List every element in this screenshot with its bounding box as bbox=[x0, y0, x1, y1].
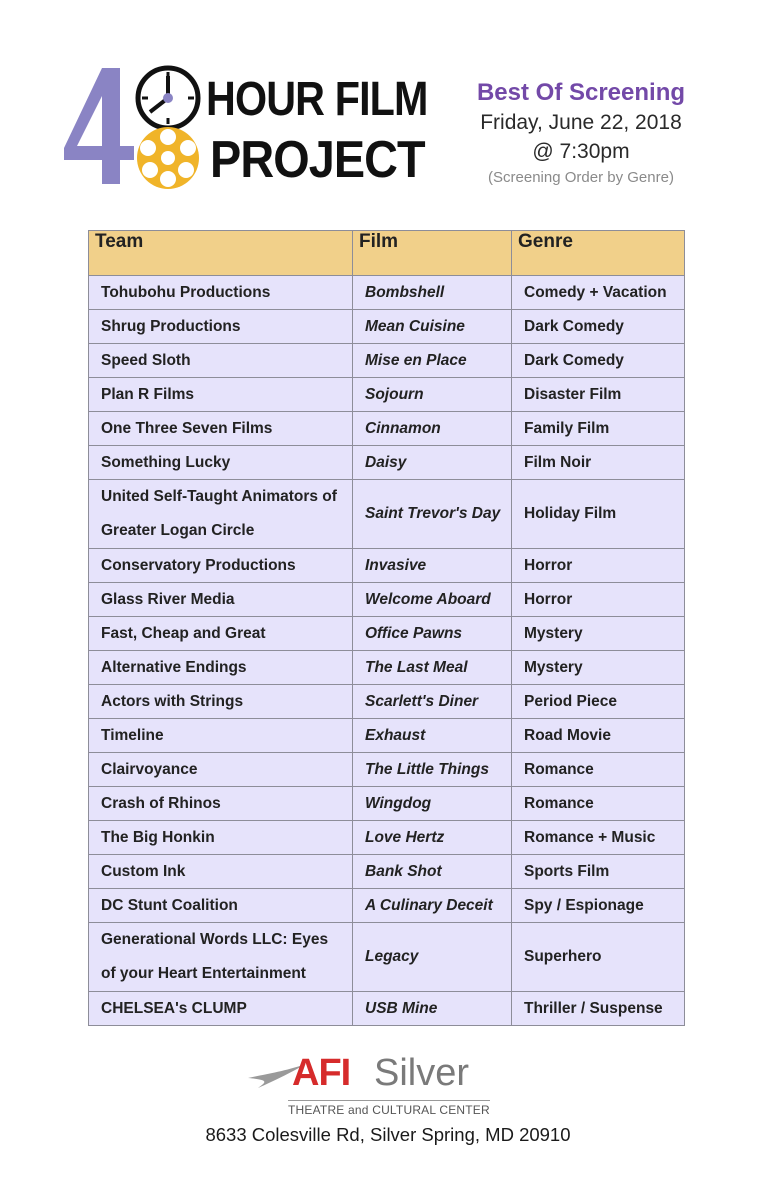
film-reel-icon bbox=[137, 127, 199, 189]
table-row bbox=[89, 923, 685, 992]
table-row bbox=[89, 855, 685, 889]
genre-cell: Romance bbox=[512, 753, 685, 787]
table-row bbox=[89, 344, 685, 378]
team-cell: Shrug Productions bbox=[89, 310, 353, 344]
afi-venue-subtitle: THEATRE and CULTURAL CENTER bbox=[288, 1100, 490, 1117]
team-cell: Glass River Media bbox=[89, 583, 353, 617]
genre-cell: Spy / Espionage bbox=[512, 889, 685, 923]
genre-cell: Period Piece bbox=[512, 685, 685, 719]
film-cell: Exhaust bbox=[353, 719, 512, 753]
film-cell: Bombshell bbox=[353, 276, 512, 310]
film-cell: The Little Things bbox=[353, 753, 512, 787]
team-cell: Something Lucky bbox=[89, 446, 353, 480]
team-cell: Plan R Films bbox=[89, 378, 353, 412]
table-row bbox=[89, 753, 685, 787]
logo-text-hour-film: HOUR FILM bbox=[206, 73, 428, 126]
table-row bbox=[89, 480, 685, 549]
team-cell: CHELSEA's CLUMP bbox=[89, 992, 353, 1026]
column-header-team: Team bbox=[89, 231, 353, 276]
team-cell: Crash of Rhinos bbox=[89, 787, 353, 821]
table-row bbox=[89, 412, 685, 446]
film-cell: Office Pawns bbox=[353, 617, 512, 651]
film-cell: The Last Meal bbox=[353, 651, 512, 685]
film-cell: Mise en Place bbox=[353, 344, 512, 378]
genre-cell: Dark Comedy bbox=[512, 344, 685, 378]
table-row bbox=[89, 889, 685, 923]
event-info bbox=[470, 78, 692, 190]
genre-cell: Sports Film bbox=[512, 855, 685, 889]
genre-cell: Romance + Music bbox=[512, 821, 685, 855]
column-header-genre: Genre bbox=[512, 231, 685, 276]
film-project-logo bbox=[60, 62, 440, 192]
afi-brand-text: AFI bbox=[292, 1052, 351, 1094]
table-row bbox=[89, 821, 685, 855]
table-row bbox=[89, 617, 685, 651]
film-cell: Legacy bbox=[353, 923, 512, 992]
film-cell: Scarlett's Diner bbox=[353, 685, 512, 719]
film-cell: Sojourn bbox=[353, 378, 512, 412]
event-note: (Screening Order by Genre) bbox=[488, 169, 674, 186]
table-row bbox=[89, 787, 685, 821]
team-cell: Alternative Endings bbox=[89, 651, 353, 685]
genre-cell: Disaster Film bbox=[512, 378, 685, 412]
team-cell: DC Stunt Coalition bbox=[89, 889, 353, 923]
genre-cell: Thriller / Suspense bbox=[512, 992, 685, 1026]
team-cell: Custom Ink bbox=[89, 855, 353, 889]
clock-icon bbox=[138, 68, 198, 128]
table-row bbox=[89, 549, 685, 583]
team-cell: Speed Sloth bbox=[89, 344, 353, 378]
genre-cell: Mystery bbox=[512, 617, 685, 651]
genre-cell: Romance bbox=[512, 787, 685, 821]
genre-cell: Holiday Film bbox=[512, 480, 685, 549]
table-row bbox=[89, 992, 685, 1026]
film-cell: Love Hertz bbox=[353, 821, 512, 855]
genre-cell: Superhero bbox=[512, 923, 685, 992]
logo-number-4 bbox=[64, 68, 134, 184]
event-time: @ 7:30pm bbox=[532, 140, 630, 163]
film-cell: Saint Trevor's Day bbox=[353, 480, 512, 549]
film-cell: USB Mine bbox=[353, 992, 512, 1026]
table-row bbox=[89, 446, 685, 480]
genre-cell: Film Noir bbox=[512, 446, 685, 480]
column-header-film: Film bbox=[353, 231, 512, 276]
table-row bbox=[89, 378, 685, 412]
film-cell: Daisy bbox=[353, 446, 512, 480]
afi-venue-name: Silver bbox=[374, 1052, 470, 1094]
genre-cell: Family Film bbox=[512, 412, 685, 446]
event-date: Friday, June 22, 2018 bbox=[480, 111, 682, 134]
film-cell: Bank Shot bbox=[353, 855, 512, 889]
table-header-row bbox=[89, 231, 685, 276]
team-cell: Conservatory Productions bbox=[89, 549, 353, 583]
team-cell: Timeline bbox=[89, 719, 353, 753]
table-row bbox=[89, 276, 685, 310]
table-row bbox=[89, 719, 685, 753]
team-cell: Clairvoyance bbox=[89, 753, 353, 787]
film-cell: Cinnamon bbox=[353, 412, 512, 446]
venue-address: 8633 Colesville Rd, Silver Spring, MD 20910 bbox=[205, 1124, 571, 1145]
logo-text-project: PROJECT bbox=[210, 131, 425, 189]
team-cell: United Self-Taught Animators of Greater Logan Circle bbox=[89, 480, 353, 549]
genre-cell: Comedy + Vacation bbox=[512, 276, 685, 310]
team-cell: The Big Honkin bbox=[89, 821, 353, 855]
team-cell: One Three Seven Films bbox=[89, 412, 353, 446]
genre-cell: Horror bbox=[512, 549, 685, 583]
genre-cell: Mystery bbox=[512, 651, 685, 685]
team-cell: Fast, Cheap and Great bbox=[89, 617, 353, 651]
table-row bbox=[89, 685, 685, 719]
table-row bbox=[89, 651, 685, 685]
film-cell: Mean Cuisine bbox=[353, 310, 512, 344]
genre-cell: Road Movie bbox=[512, 719, 685, 753]
film-cell: A Culinary Deceit bbox=[353, 889, 512, 923]
logo-mark bbox=[60, 62, 210, 192]
table-row bbox=[89, 310, 685, 344]
team-cell: Tohubohu Productions bbox=[89, 276, 353, 310]
film-cell: Wingdog bbox=[353, 787, 512, 821]
team-cell: Actors with Strings bbox=[89, 685, 353, 719]
afi-silver-logo bbox=[248, 1052, 488, 1122]
genre-cell: Dark Comedy bbox=[512, 310, 685, 344]
table-row bbox=[89, 583, 685, 617]
team-cell: Generational Words LLC: Eyes of your Heart Entertainment bbox=[89, 923, 353, 992]
film-cell: Welcome Aboard bbox=[353, 583, 512, 617]
screening-table bbox=[88, 230, 685, 1026]
event-title: Best Of Screening bbox=[476, 79, 686, 106]
film-cell: Invasive bbox=[353, 549, 512, 583]
genre-cell: Horror bbox=[512, 583, 685, 617]
